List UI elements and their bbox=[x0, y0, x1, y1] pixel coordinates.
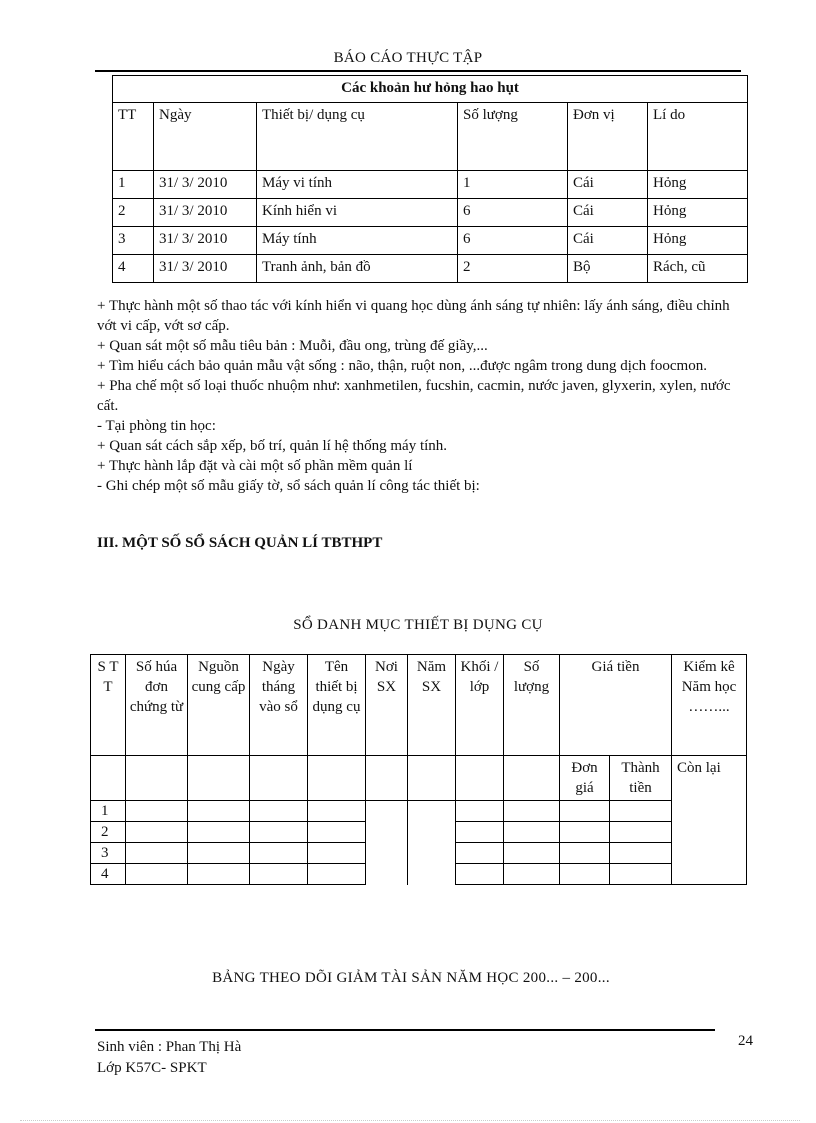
column-header: Tên thiết bị dụng cụ bbox=[308, 655, 366, 756]
column-header: Khối / lớp bbox=[456, 655, 504, 756]
paragraph: - Tại phòng tin học: bbox=[97, 418, 216, 434]
paragraph: + Thực hành một số thao tác với kính hiển vi quang học dùng ánh sáng tự nhiên: lấy ánh sáng, điều chỉnh vớt vi cấp, vớt sơ cấp. bbox=[97, 298, 730, 334]
table-row bbox=[91, 864, 747, 885]
ledger-subheader bbox=[91, 756, 747, 801]
paragraph: - Ghi chép một số mẫu giấy tờ, sổ sách quản lí công tác thiết bị: bbox=[97, 478, 480, 494]
column-header: Đơn giá bbox=[560, 756, 610, 801]
table-row bbox=[113, 199, 748, 227]
table-cell: 1 bbox=[458, 171, 568, 199]
table-cell: 4 bbox=[113, 255, 154, 283]
column-header: Nguồn cung cấp bbox=[188, 655, 250, 756]
column-header: Còn lại bbox=[672, 756, 747, 885]
row-number: 3 bbox=[91, 843, 126, 864]
table-row bbox=[91, 822, 747, 843]
table-cell: Hỏng bbox=[648, 227, 748, 255]
column-header: Ngày bbox=[154, 103, 257, 171]
damage-table-header bbox=[113, 103, 748, 171]
column-header: Thiết bị/ dụng cụ bbox=[257, 103, 458, 171]
table-cell: Máy tính bbox=[257, 227, 458, 255]
column-header: Thành tiền bbox=[610, 756, 672, 801]
table-cell: Cái bbox=[568, 227, 648, 255]
tracking-table-title: BẢNG THEO DÕI GIẢM TÀI SẢN NĂM HỌC 200... – 200... bbox=[212, 970, 610, 986]
footer-student: Sinh viên : Phan Thị Hà bbox=[97, 1039, 242, 1055]
row-number: 2 bbox=[91, 822, 126, 843]
footer-rule bbox=[95, 1029, 715, 1031]
paragraph: + Quan sát một số mẫu tiêu bản : Muỗi, đầu ong, trùng đế giầy,... bbox=[97, 338, 488, 354]
table-cell: Máy vi tính bbox=[257, 171, 458, 199]
column-header: TT bbox=[113, 103, 154, 171]
table-cell: 1 bbox=[113, 171, 154, 199]
table-cell: Kính hiển vi bbox=[257, 199, 458, 227]
paragraph: + Pha chế một số loại thuốc nhuộm như: xanhmetilen, fucshin, cacmin, nước javen, glyxerin, xylen, nước cất. bbox=[97, 378, 731, 414]
column-header: Đơn vị bbox=[568, 103, 648, 171]
page-edge-divider bbox=[20, 1120, 800, 1121]
table-row bbox=[113, 171, 748, 199]
damage-table bbox=[112, 75, 748, 283]
paragraph: + Thực hành lắp đặt và cài một số phần mềm quản lí bbox=[97, 458, 413, 474]
column-header: Năm SX bbox=[408, 655, 456, 756]
column-header: Kiểm kê Năm học ……... bbox=[672, 655, 747, 756]
table-cell: 3 bbox=[113, 227, 154, 255]
column-header: Ngày tháng vào sổ bbox=[250, 655, 308, 756]
row-number: 1 bbox=[91, 801, 126, 822]
ledger-header bbox=[91, 655, 747, 756]
column-header: S T T bbox=[91, 655, 126, 756]
table-cell: Bộ bbox=[568, 255, 648, 283]
table-cell: Hỏng bbox=[648, 199, 748, 227]
footer bbox=[97, 1037, 241, 1079]
table-cell: 31/ 3/ 2010 bbox=[154, 171, 257, 199]
table-cell: 6 bbox=[458, 199, 568, 227]
ledger-title: SỔ DANH MỤC THIẾT BỊ DỤNG CỤ bbox=[293, 617, 543, 633]
section-heading: III. MỘT SỐ SỔ SÁCH QUẢN LÍ TBTHPT bbox=[97, 535, 383, 551]
table-cell: Tranh ảnh, bản đồ bbox=[257, 255, 458, 283]
page-header-title: BÁO CÁO THỰC TẬP bbox=[333, 50, 483, 66]
table-cell: Cái bbox=[568, 199, 648, 227]
table-cell: Rách, cũ bbox=[648, 255, 748, 283]
body-text bbox=[97, 296, 747, 496]
ledger-table bbox=[90, 654, 747, 885]
table-cell: 2 bbox=[113, 199, 154, 227]
paragraph: + Tìm hiểu cách bảo quản mẫu vật sống : não, thận, ruột non, ...được ngâm trong dung dịch foocmon. bbox=[97, 358, 707, 374]
table-cell: Cái bbox=[568, 171, 648, 199]
column-header: Nơi SX bbox=[366, 655, 408, 756]
table-cell: Hỏng bbox=[648, 171, 748, 199]
footer-class: Lớp K57C- SPKT bbox=[97, 1060, 207, 1076]
table-row bbox=[113, 255, 748, 283]
page-number: 24 bbox=[738, 1033, 753, 1049]
table-cell: 31/ 3/ 2010 bbox=[154, 255, 257, 283]
column-header: Số lượng bbox=[504, 655, 560, 756]
table-row bbox=[113, 227, 748, 255]
column-header: Số lượng bbox=[458, 103, 568, 171]
column-header: Số húa đơn chứng từ bbox=[126, 655, 188, 756]
table-row bbox=[91, 843, 747, 864]
header-rule bbox=[95, 70, 741, 72]
table-cell: 6 bbox=[458, 227, 568, 255]
table-cell: 2 bbox=[458, 255, 568, 283]
column-header: Lí do bbox=[648, 103, 748, 171]
damage-table-caption: Các khoản hư hỏng hao hụt bbox=[113, 76, 748, 103]
column-header: Giá tiền bbox=[560, 655, 672, 756]
paragraph: + Quan sát cách sắp xếp, bố trí, quản lí hệ thống máy tính. bbox=[97, 438, 448, 454]
row-number: 4 bbox=[91, 864, 126, 885]
table-cell: 31/ 3/ 2010 bbox=[154, 227, 257, 255]
table-cell: 31/ 3/ 2010 bbox=[154, 199, 257, 227]
table-row bbox=[91, 801, 747, 822]
